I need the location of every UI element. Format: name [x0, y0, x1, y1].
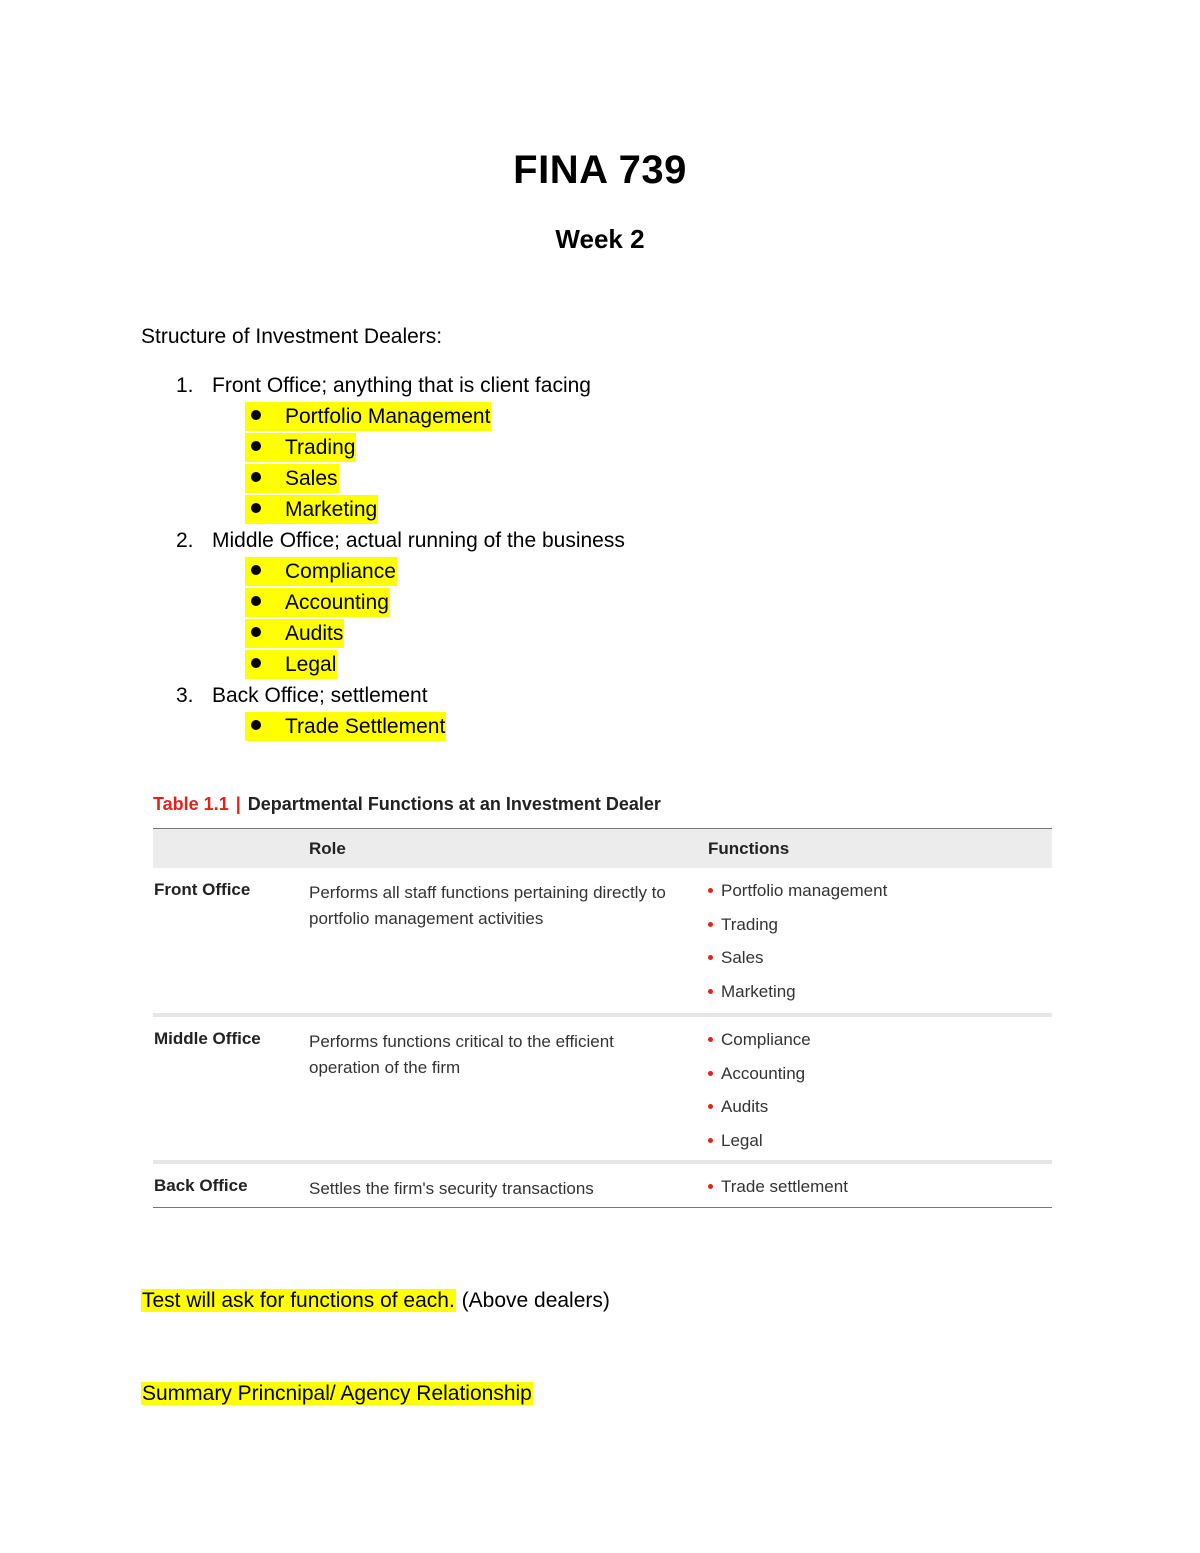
function-item: Marketing	[721, 981, 887, 1015]
departmental-functions-table	[153, 828, 1052, 1208]
sub-item-label: Compliance	[285, 560, 396, 583]
outline-list	[141, 370, 1041, 742]
table-row	[153, 1160, 1052, 1207]
sub-item-label: Portfolio Management	[285, 405, 491, 428]
sub-item	[141, 463, 1041, 494]
test-note	[141, 1286, 610, 1315]
bullet-icon	[251, 441, 261, 451]
table-row	[153, 1013, 1052, 1160]
summary-heading-text: Summary Princnipal/ Agency Relationship	[142, 1382, 532, 1405]
outline-number: 3.	[176, 684, 194, 707]
function-item: Compliance	[721, 1029, 811, 1063]
bullet-icon	[251, 472, 261, 482]
sub-item	[141, 649, 1041, 680]
table-caption	[153, 794, 661, 815]
table-caption-label: Table 1.1	[153, 794, 229, 814]
outline-text: Front Office; anything that is client facing	[212, 374, 591, 397]
bullet-icon	[251, 658, 261, 668]
outline-number: 1.	[176, 374, 194, 397]
bullet-icon	[251, 503, 261, 513]
sub-item	[141, 618, 1041, 649]
sub-item	[141, 432, 1041, 463]
section-heading: Structure of Investment Dealers:	[141, 325, 443, 348]
function-item: Portfolio management	[721, 880, 887, 914]
document-subtitle: Week 2	[555, 224, 645, 254]
sub-item-label: Audits	[285, 622, 344, 645]
function-item: Sales	[721, 947, 887, 981]
outline-item-front-office	[141, 370, 1041, 401]
function-item: Trading	[721, 914, 887, 948]
outline-number: 2.	[176, 529, 194, 552]
sub-item-label: Accounting	[285, 591, 389, 614]
row-department: Back Office	[154, 1176, 248, 1195]
function-item: Legal	[721, 1130, 811, 1164]
bullet-icon	[251, 596, 261, 606]
sub-item	[141, 711, 1041, 742]
sub-item-label: Legal	[285, 653, 337, 676]
row-role: Settles the firm's security transactions	[309, 1179, 594, 1198]
row-role: Performs functions critical to the efficient operation of the firm	[309, 1032, 614, 1077]
sub-item	[141, 494, 1041, 525]
function-item: Audits	[721, 1096, 811, 1130]
sub-item	[141, 401, 1041, 432]
bullet-icon	[251, 410, 261, 420]
table-row	[153, 868, 1052, 1013]
table-header-functions: Functions	[708, 839, 790, 858]
outline-item-back-office	[141, 680, 1041, 711]
row-department: Front Office	[154, 880, 251, 899]
test-note-plain: (Above dealers)	[455, 1289, 610, 1312]
sub-item	[141, 587, 1041, 618]
function-item: Accounting	[721, 1063, 811, 1097]
function-item: Trade settlement	[721, 1176, 848, 1210]
sub-item-label: Marketing	[285, 498, 378, 521]
table-caption-separator: |	[235, 794, 241, 814]
row-role: Performs all staff functions pertaining directly to portfolio management activities	[309, 883, 666, 928]
sub-item-label: Sales	[285, 467, 338, 490]
row-functions	[721, 1029, 811, 1163]
row-functions	[721, 1176, 848, 1210]
table-header-role: Role	[309, 839, 346, 858]
sub-item-label: Trading	[285, 436, 356, 459]
sub-item-label: Trade Settlement	[285, 715, 446, 738]
summary-heading	[141, 1379, 533, 1408]
document-title: FINA 739	[513, 148, 687, 192]
outline-item-middle-office	[141, 525, 1041, 556]
bullet-icon	[251, 565, 261, 575]
table-caption-title: Departmental Functions at an Investment Dealer	[247, 794, 661, 814]
outline-text: Middle Office; actual running of the business	[212, 529, 625, 552]
row-department: Middle Office	[154, 1029, 261, 1048]
outline-text: Back Office; settlement	[212, 684, 428, 707]
table-header-row	[153, 829, 1052, 868]
bullet-icon	[251, 720, 261, 730]
row-functions	[721, 880, 887, 1014]
bullet-icon	[251, 627, 261, 637]
test-note-highlight: Test will ask for functions of each.	[142, 1289, 455, 1312]
sub-item	[141, 556, 1041, 587]
